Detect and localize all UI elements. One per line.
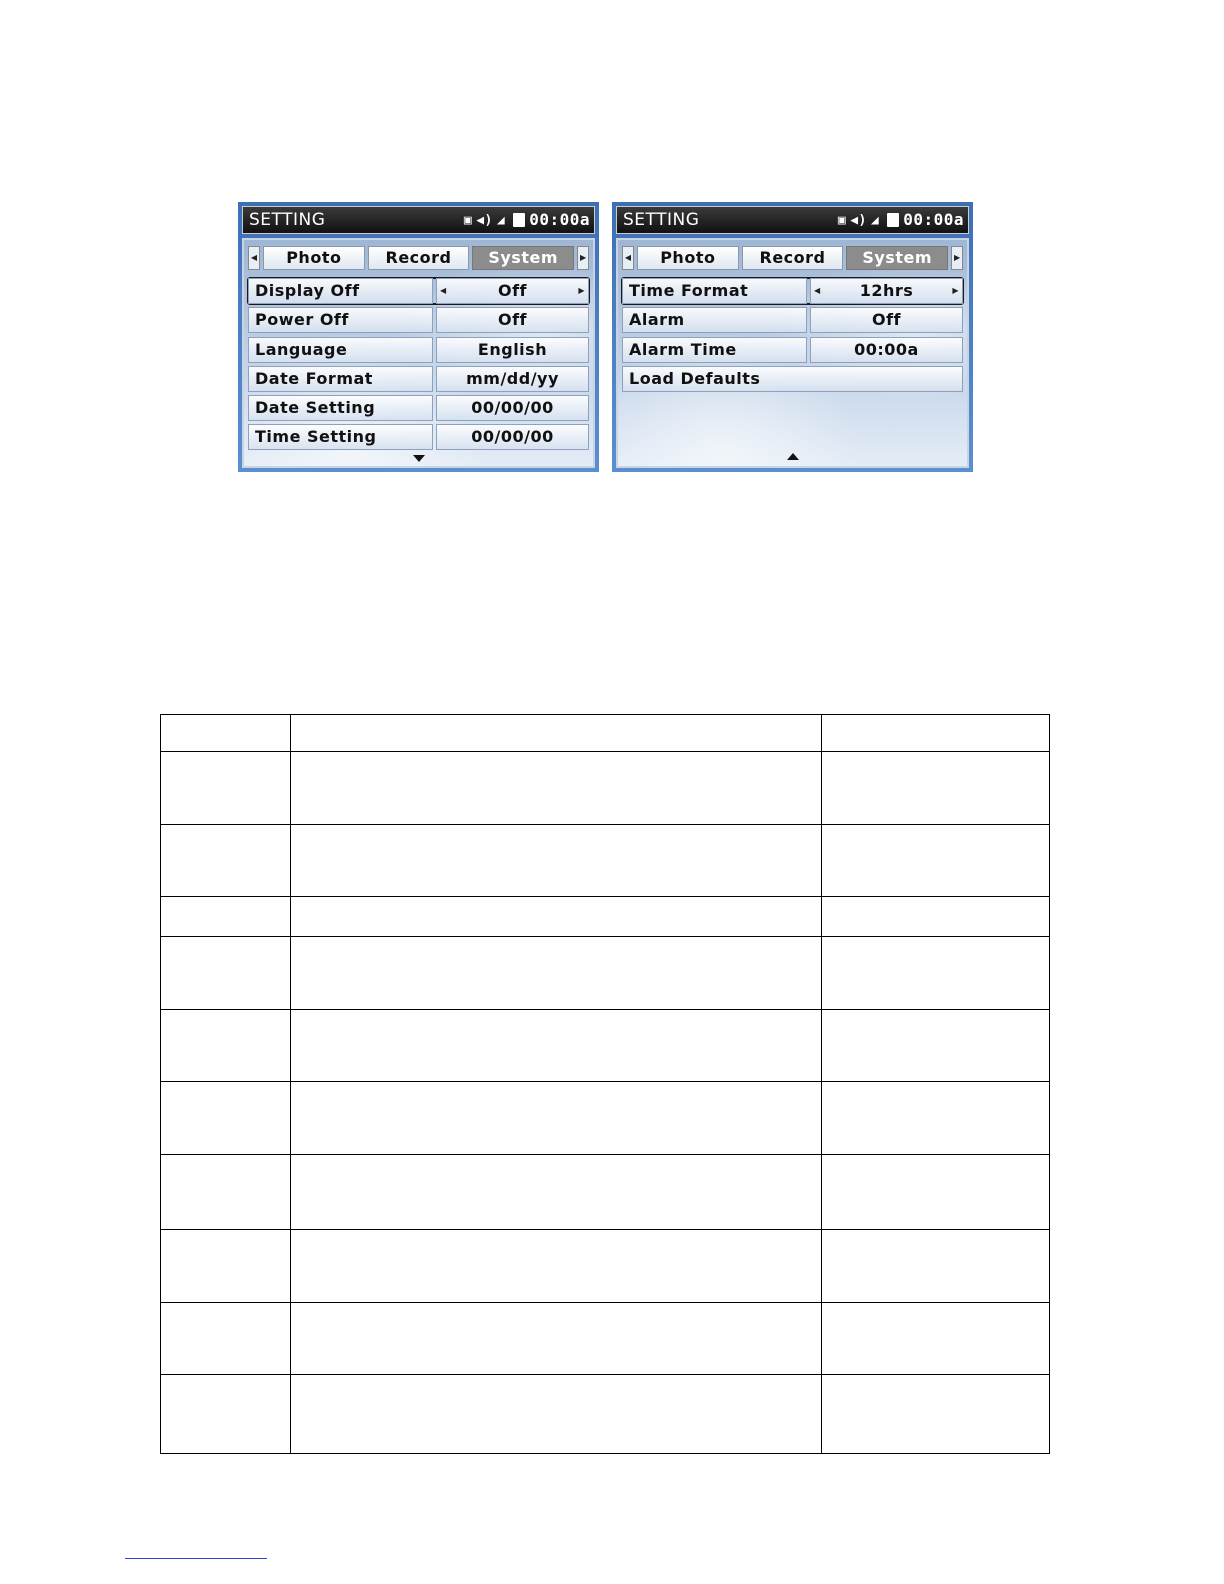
tab-record[interactable]: Record — [742, 246, 844, 270]
signal-icon: ◢ — [496, 212, 506, 228]
setting-value[interactable]: English — [436, 337, 589, 363]
battery-icon — [887, 213, 899, 227]
value-right-arrow-icon[interactable]: ▶ — [578, 286, 585, 295]
setting-label: Power Off — [248, 307, 433, 333]
setting-row-alarm-time[interactable] — [622, 337, 963, 363]
setting-label: Time Format — [622, 278, 807, 304]
setting-value[interactable] — [436, 278, 589, 304]
settings-list — [248, 278, 589, 454]
table-row-divider — [161, 824, 1049, 825]
setting-row-display-off[interactable] — [248, 278, 589, 304]
status-area — [838, 207, 964, 233]
value-right-arrow-icon[interactable]: ▶ — [952, 286, 959, 295]
setting-label: Alarm — [622, 307, 807, 333]
setting-value[interactable]: 00/00/00 — [436, 395, 589, 421]
tab-bar — [622, 246, 963, 270]
tab-right-arrow-icon[interactable]: ▶ — [951, 246, 963, 270]
scroll-down-icon[interactable] — [413, 455, 425, 462]
setting-row-load-defaults[interactable] — [622, 366, 963, 392]
setting-label: Date Format — [248, 366, 433, 392]
value-left-arrow-icon[interactable]: ◀ — [814, 286, 821, 295]
picture-frame-icon: ▣ — [837, 212, 847, 228]
setting-row-time-format[interactable] — [622, 278, 963, 304]
setting-value[interactable]: Off — [810, 307, 963, 333]
speaker-icon: ◀) — [476, 212, 493, 228]
setting-label[interactable]: Load Defaults — [622, 366, 963, 392]
tab-system[interactable]: System — [472, 246, 574, 270]
tab-left-arrow-icon[interactable]: ◀ — [622, 246, 634, 270]
table-row-divider — [161, 896, 1049, 897]
setting-value-text: Off — [497, 281, 528, 300]
setting-row-date-format[interactable] — [248, 366, 589, 392]
table-row-divider — [161, 936, 1049, 937]
setting-value-text: 12hrs — [859, 281, 914, 300]
tab-bar — [248, 246, 589, 270]
settings-panel — [616, 238, 969, 468]
settings-screen-system-page-1 — [238, 202, 599, 472]
tab-photo[interactable]: Photo — [637, 246, 739, 270]
signal-icon: ◢ — [870, 212, 880, 228]
setting-value[interactable]: Off — [436, 307, 589, 333]
table-row-divider — [161, 751, 1049, 752]
screen-title: SETTING — [249, 210, 326, 230]
table-row-divider — [161, 1154, 1049, 1155]
setting-value[interactable] — [810, 278, 963, 304]
table-column-divider — [821, 715, 822, 1453]
setting-row-language[interactable] — [248, 337, 589, 363]
footnote-separator — [125, 1558, 267, 1559]
clock-time: 00:00a — [529, 210, 590, 229]
setting-value[interactable]: 00:00a — [810, 337, 963, 363]
table-row-divider — [161, 1009, 1049, 1010]
setting-label: Display Off — [248, 278, 433, 304]
status-area — [464, 207, 590, 233]
setting-row-time-setting[interactable] — [248, 424, 589, 450]
setting-value[interactable]: mm/dd/yy — [436, 366, 589, 392]
settings-panel — [242, 238, 595, 468]
setting-label: Language — [248, 337, 433, 363]
setting-row-alarm[interactable] — [622, 307, 963, 333]
screen-title: SETTING — [623, 210, 700, 230]
table-row-divider — [161, 1081, 1049, 1082]
title-bar — [616, 206, 969, 234]
tab-system[interactable]: System — [846, 246, 948, 270]
scroll-up-icon[interactable] — [787, 453, 799, 460]
speaker-icon: ◀) — [850, 212, 867, 228]
clock-time: 00:00a — [903, 210, 964, 229]
setting-row-date-setting[interactable] — [248, 395, 589, 421]
tab-photo[interactable]: Photo — [263, 246, 365, 270]
table-row-divider — [161, 1229, 1049, 1230]
setting-label: Date Setting — [248, 395, 433, 421]
settings-list — [622, 278, 963, 395]
tab-right-arrow-icon[interactable]: ▶ — [577, 246, 589, 270]
setting-row-power-off[interactable] — [248, 307, 589, 333]
tab-left-arrow-icon[interactable]: ◀ — [248, 246, 260, 270]
battery-icon — [513, 213, 525, 227]
table-row-divider — [161, 1374, 1049, 1375]
picture-frame-icon: ▣ — [463, 212, 473, 228]
setting-label: Alarm Time — [622, 337, 807, 363]
table-column-divider — [290, 715, 291, 1453]
setting-label: Time Setting — [248, 424, 433, 450]
value-left-arrow-icon[interactable]: ◀ — [440, 286, 447, 295]
settings-screen-system-page-2 — [612, 202, 973, 472]
setting-value[interactable]: 00/00/00 — [436, 424, 589, 450]
table-row-divider — [161, 1302, 1049, 1303]
tab-record[interactable]: Record — [368, 246, 470, 270]
title-bar — [242, 206, 595, 234]
settings-description-table — [160, 714, 1050, 1454]
